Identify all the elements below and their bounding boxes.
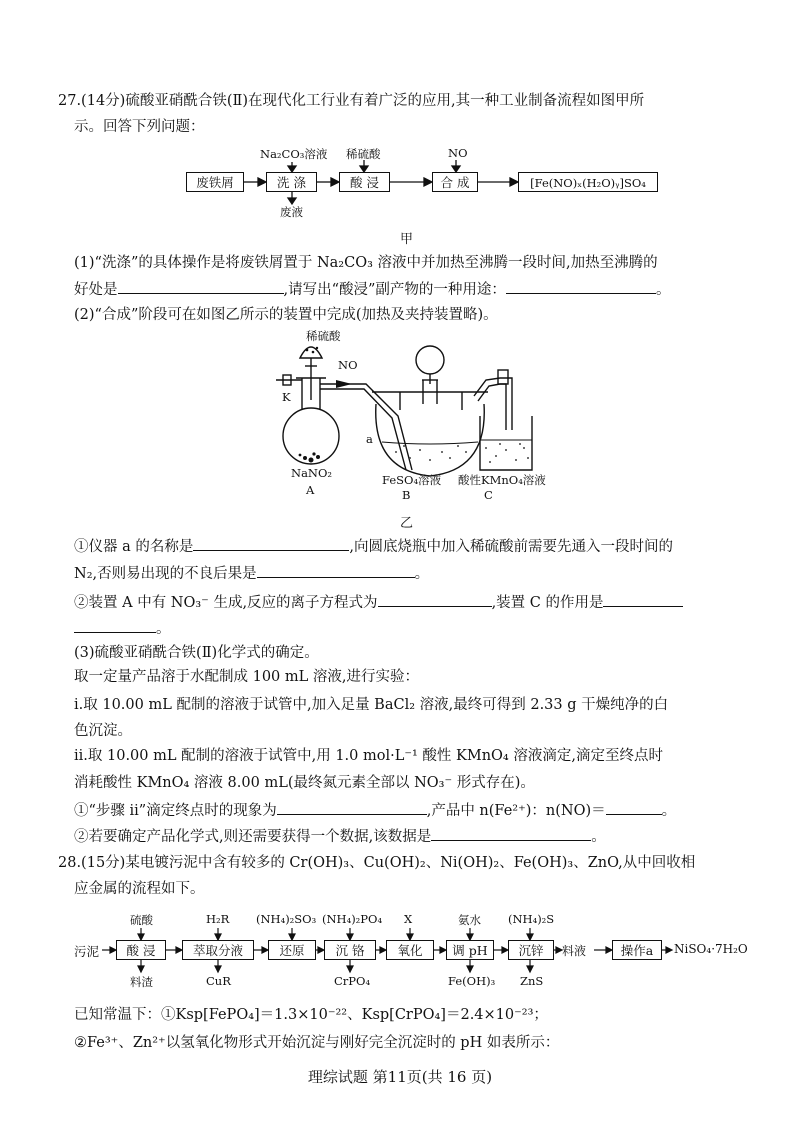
na2co3-label: Na₂CO₃溶液 [260, 147, 328, 161]
nano2-label: NaNO₂ [291, 466, 333, 480]
sub1-text-c: N₂,否则易出现的不良后果是 [74, 566, 257, 582]
q27-step-ii-line2: 消耗酸性 KMnO₄ 溶液 8.00 mL(最终氮元素全部以 NO₃⁻ 形式存在)。 [74, 775, 535, 791]
chromium-precip-box: 沉 铬 [324, 940, 376, 960]
q27-part3-intro: 取一定量产品溶于水配制成 100 mL 溶液,进行实验： [74, 669, 419, 685]
residue-label: 料渣 [130, 975, 153, 989]
dilute-acid-label: 稀硫酸 [346, 147, 381, 161]
part1-text-a: 好处是 [74, 282, 118, 298]
q27-step-i-line1: i.取 10.00 mL 配制的溶液于试管中,加入足量 BaCl₂ 溶液,最终可得到 2.33 g 干燥纯净的白 [74, 697, 669, 713]
flow-synthesis-box: 合 成 [432, 172, 478, 192]
feoh3-label: Fe(OH)₃ [448, 974, 496, 988]
ammonium-sulfite-label: (NH₄)₂SO₃ [256, 912, 317, 926]
ammonium-phosphate-label: (NH₄)₂PO₄ [322, 912, 383, 926]
acid-leach-box: 酸 浸 [116, 940, 166, 960]
reagent-x-label: X [404, 912, 413, 926]
apparatus-acid-label: 稀硫酸 [306, 329, 341, 343]
ammonium-sulfide-label: (NH₄)₂S [508, 912, 555, 926]
q28-heading-cont: 应金属的流程如下。 [74, 881, 205, 897]
part1-text-c: 。 [655, 282, 671, 298]
part1-text-b: ,请写出“酸浸”副产物的一种用途： [283, 282, 506, 298]
flow-start-box: 废铁屑 [186, 172, 244, 192]
sub1-text-b: ,向圆底烧瓶中加入稀硫酸前需要先通入一段时间的 [349, 539, 673, 555]
sub1-text-d: 。 [414, 566, 430, 582]
flow-acid-leach-box: 酸 浸 [339, 172, 390, 192]
ammonia-label: 氨水 [458, 913, 481, 927]
q27-step-ii-line1: ii.取 10.00 mL 配制的溶液于试管中,用 1.0 mol·L⁻¹ 酸性 KMnO₄ 溶液滴定,滴定至终点时 [74, 748, 663, 764]
sub2-text-a: ②装置 A 中有 NO₃⁻ 生成,反应的离子方程式为 [74, 595, 378, 611]
h2r-label: H₂R [206, 912, 230, 926]
crpo4-label: CrPO₄ [334, 974, 371, 988]
extraction-box: 萃取分液 [182, 940, 254, 960]
sub3-text-b: ,产品中 n(Fe²⁺)：n(NO)＝ [426, 803, 606, 819]
page-footer: 理综试题 第11页(共 16 页) [307, 1068, 493, 1086]
apparatus-a-label: A [306, 483, 315, 497]
q27-part2-intro: (2)“合成”阶段可在如图乙所示的装置中完成(加热及夹持装置略)。 [74, 307, 498, 323]
sub1-text-a: ①仪器 a 的名称是 [74, 539, 194, 555]
apparatus-b-label: B [402, 488, 411, 502]
adjust-ph-box: 调 pH [446, 940, 494, 960]
q28-heading: 28.(15分)某电镀污泥中含有较多的 Cr(OH)₃、Cu(OH)₂、Ni(OH)₂、Fe(OH)₃、ZnO,从中回收相 [58, 855, 696, 871]
sub4-text-a: ②若要确定产品化学式,则还需要获得一个数据,该数据是 [74, 829, 432, 845]
q28-known-1: 已知常温下：①Ksp[FePO₄]＝1.3×10⁻²²、Ksp[CrPO₄]＝2.4×10⁻²³； [74, 1007, 548, 1023]
q27-part3-title: (3)硫酸亚硝酰合铁(Ⅱ)化学式的确定。 [74, 645, 319, 661]
nickel-sulfate-label: NiSO₄·7H₂O [674, 942, 748, 956]
sludge-label: 污泥 [74, 944, 100, 959]
operation-a-box: 操作a [612, 940, 662, 960]
flow-wash-box: 洗 涤 [266, 172, 317, 192]
q27-heading-cont: 示。回答下列问题： [74, 119, 205, 135]
q27-heading: 27.(14分)硫酸亚硝酰合铁(Ⅱ)在现代化工行业有着广泛的应用,其一种工业制备流程如图甲所 [58, 93, 645, 109]
instrument-a-label: a [366, 432, 373, 446]
sub3-text-c: 。 [661, 803, 677, 819]
apparatus-no-label: NO [338, 358, 358, 372]
q27-step-i-line2: 色沉淀。 [74, 723, 132, 739]
apparatus-c-label: C [484, 488, 493, 502]
sub2-text-b: ,装置 C 的作用是 [491, 595, 604, 611]
zinc-precip-box: 沉锌 [508, 940, 554, 960]
oxidation-box: 氧化 [386, 940, 434, 960]
figure-yi-caption: 乙 [400, 516, 414, 531]
sub3-text-a: ①“步骤 ii”滴定终点时的现象为 [74, 803, 277, 819]
no-label: NO [448, 146, 468, 160]
waste-liquid-label: 废液 [280, 205, 303, 219]
flow-product-box: [Fe(NO)ₓ(H₂O)ᵧ]SO₄ [518, 172, 658, 192]
reduction-box: 还原 [268, 940, 316, 960]
feso4-label: FeSO₄溶液 [382, 473, 442, 487]
figure-jia-caption: 甲 [400, 232, 414, 247]
cur-label: CuR [206, 974, 231, 988]
q28-known-2: ②Fe³⁺、Zn²⁺以氢氧化物形式开始沉淀与刚好完全沉淀时的 pH 如表所示： [74, 1035, 560, 1051]
zns-label: ZnS [520, 974, 544, 988]
feed-liquid-label: 料液 [562, 944, 587, 958]
sulfuric-acid-label: 硫酸 [130, 913, 153, 927]
stopcock-k-label: K [282, 390, 291, 404]
sub4-text-b: 。 [591, 829, 606, 845]
q27-part1-line1: (1)“洗涤”的具体操作是将废铁屑置于 Na₂CO₃ 溶液中并加热至沸腾一段时间,加热至沸腾的 [74, 255, 658, 271]
sub2-text-c: 。 [156, 621, 171, 637]
kmno4-label: 酸性KMnO₄溶液 [458, 473, 546, 487]
